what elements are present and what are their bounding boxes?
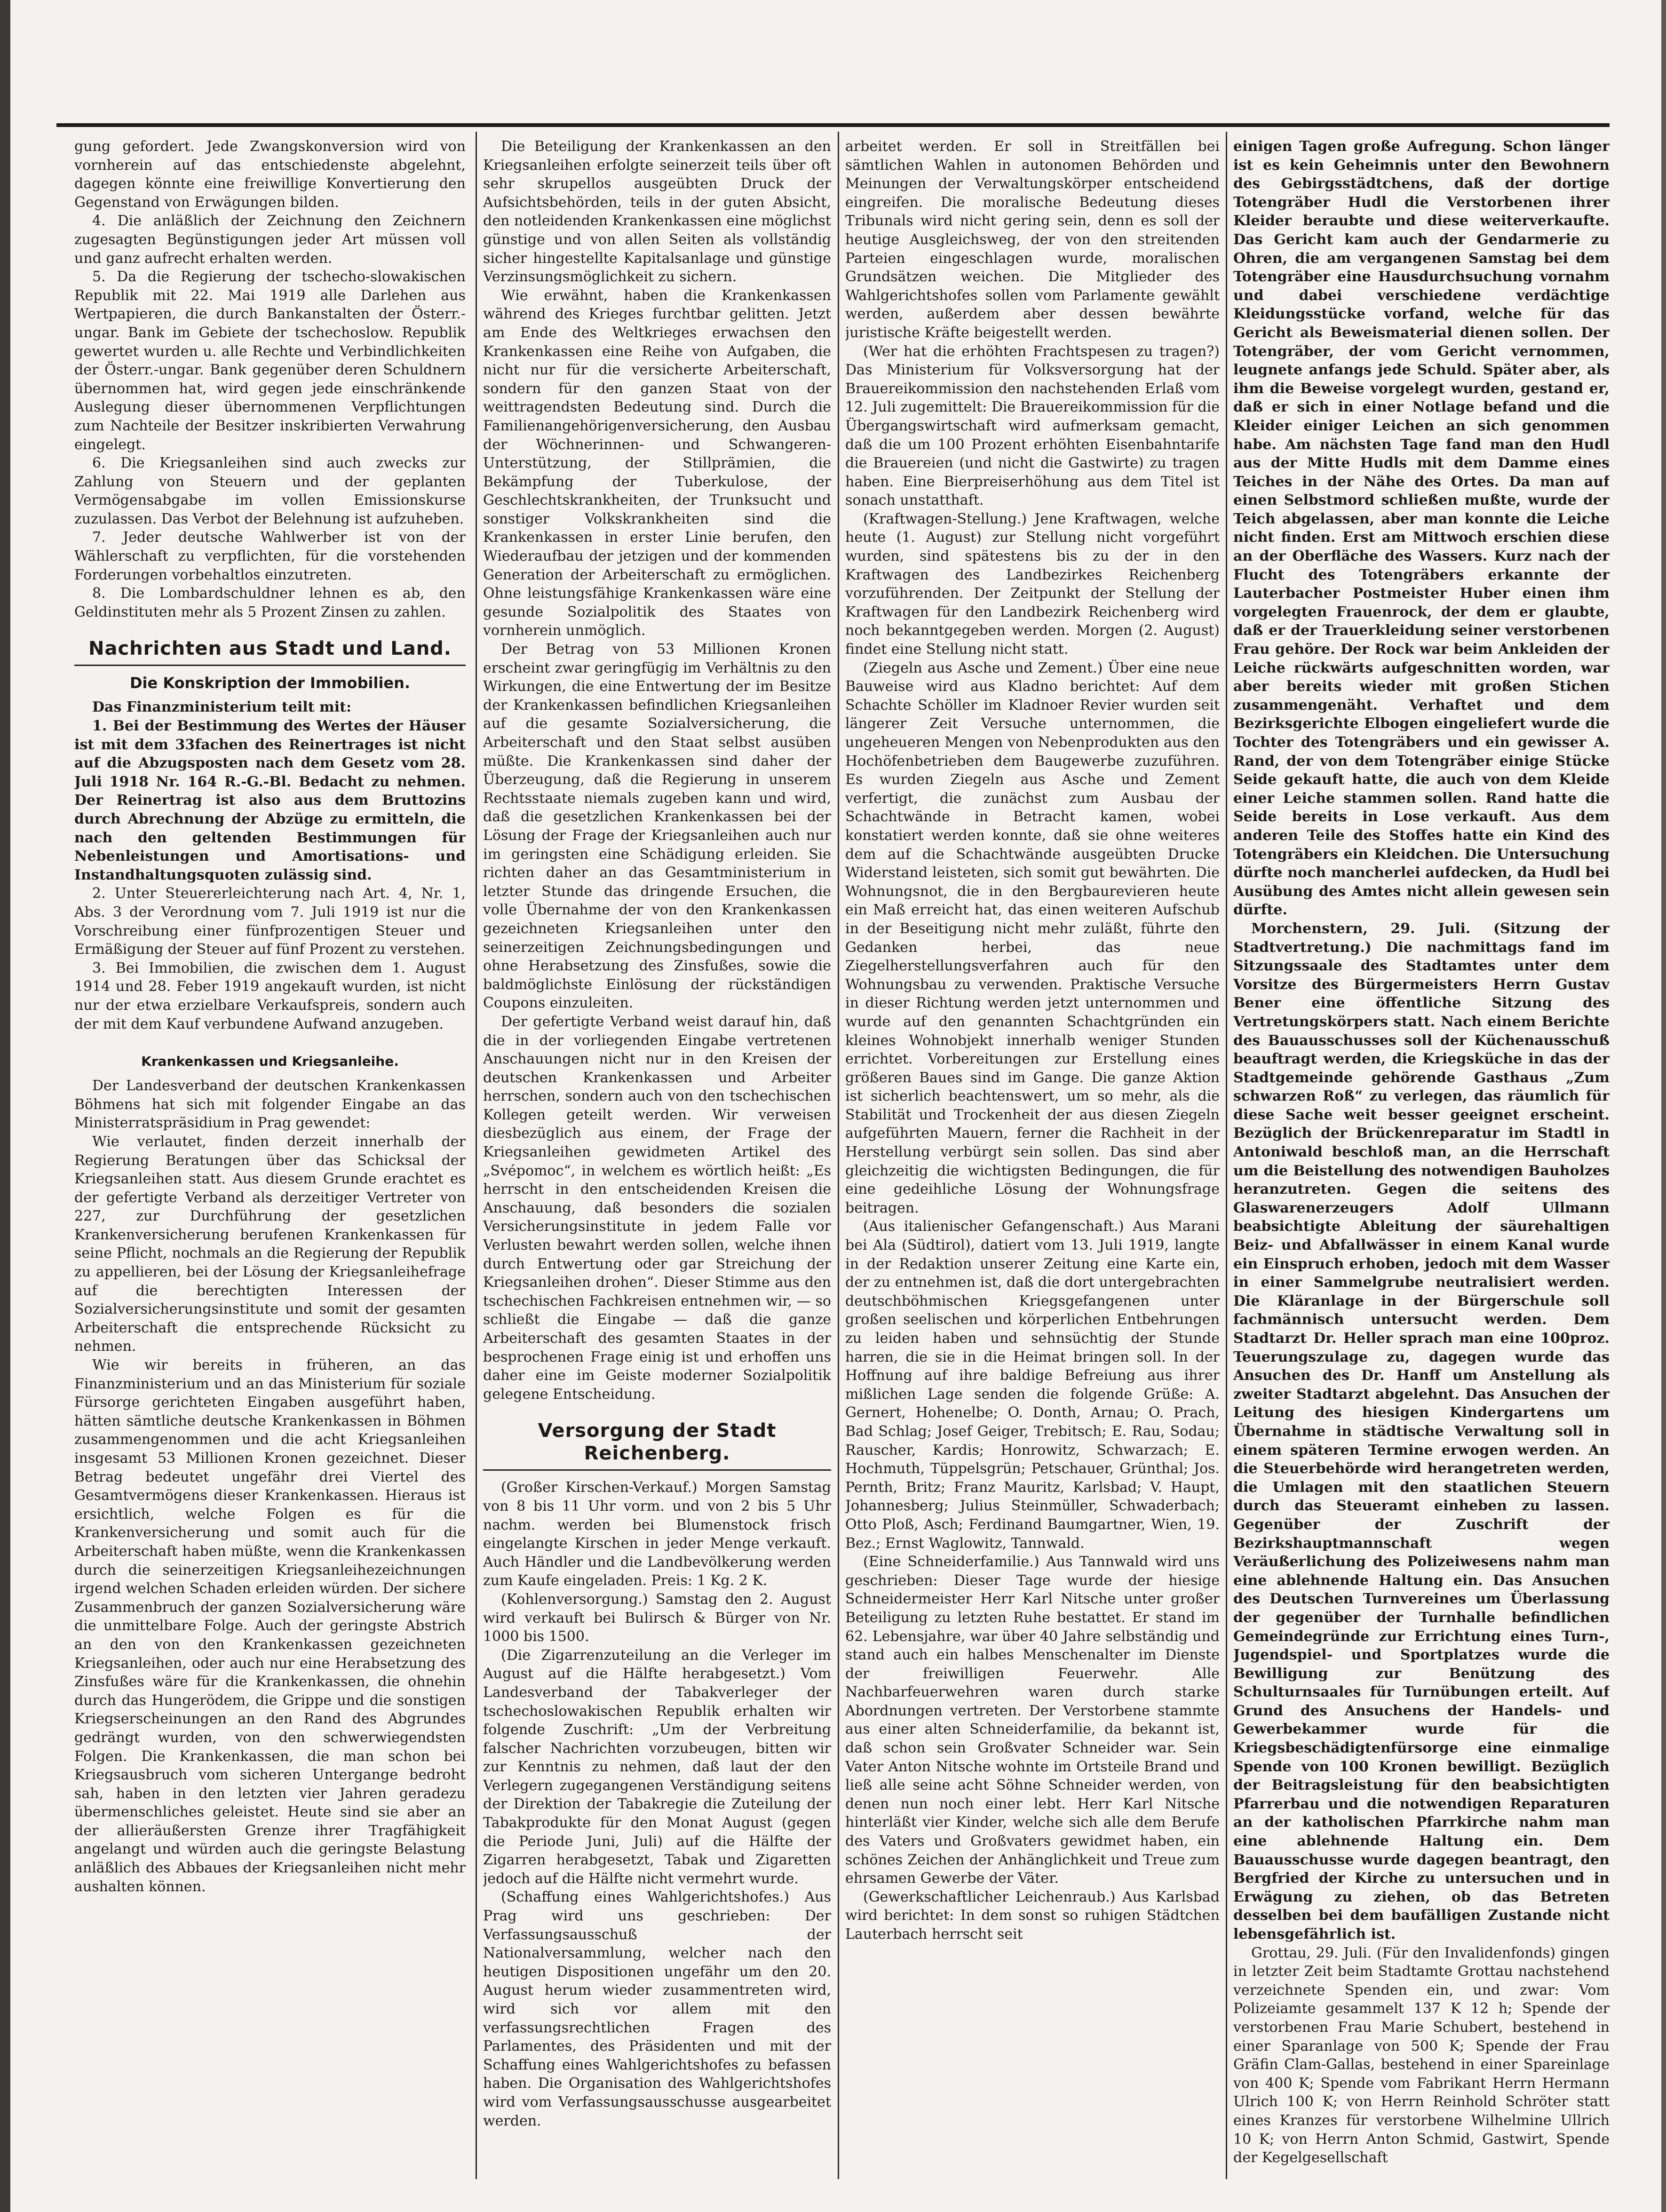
news-item: (Die Zigarrenzuteilung an die Verleger im August auf die Hälfte herabgesetzt.) Vom Landesverband der Tabakverleger der tschechoslowakischen Republik erhalten wir folgende Zuschrift: „Um der Verbreitung falscher Nachrichten vorzubeugen, bitten wir zur Kenntnis zu nehmen, daß laut der den Verlegern zugegangenen Verständigung seitens der Direktion der Tabakregie die Zuteilung der Tabakprodukte für den Monat August (gegen die Periode Juni, Juli) auf die Hälfte der Zigarren herabgesetzt, Tabak und Zigaretten jedoch auf die Hälfte nicht vermehrt wurde. [483,1647,831,1887]
news-item: (Gewerkschaftlicher Leichenraub.) Aus Karlsbad wird berichtet: In dem sonst so ruhigen Städtchen Lauterbach herrscht seit [845,1888,1220,1942]
column-divider [1226,132,1227,2179]
paragraph: Der Betrag von 53 Millionen Kronen erscheint zwar geringfügig im Verhältnis zu den Wirkungen, die eine Entwertung der im Besitze der Krankenkassen befindlichen Kriegsanleihen auf die gesamte Sozialversicherung, die Arbeiterschaft und den Staat selbst ausüben müßte. Die Krankenkassen sind daher der Überzeugung, daß die Regierung in unserem Rechtsstaate niemals zugeben kann und wird, daß die gesetzlichen Krankenkassen bei der Lösung der Frage der Kriegsanleihen auch nur im geringsten eine Schädigung erleiden. Sie richten daher an das Gesamtministerium in letzter Stunde das dringende Ersuchen, die volle Übernahme der von den Krankenkassen gezeichneten Kriegsanleihen unter den seinerzeitigen Zeichnungsbedingungen und ohne Herabsetzung des Zinsfußes, sowie die baldmöglichste Einlösung der rückständigen Coupons einzuleiten. [483,641,831,1012]
article-lead: Das Finanzministerium teilt mit: [92,699,352,716]
paragraph: 6. Die Kriegsanleihen sind auch zwecks zur Zahlung von Steuern und der geplanten Vermögensabgabe im vollen Emissionskurse zuzulassen. Das Verbot der Belehnung ist aufzuheben. [74,455,466,527]
paragraph: Wie wir bereits in früheren, an das Finanzministerium und an das Ministerium für soziale Fürsorge gerichteten Eingaben ausgeführt haben, hätten sämtliche deutsche Krankenkassen in Böhmen zusammengenommen und die acht Kriegsanleihen insgesamt 53 Millionen Kronen gezeichnet. Dieser Betrag bedeutet ungefähr drei Viertel des Gesamtvermögens dieser Krankenkassen. Hieraus ist ersichtlich, welche Folgen es für die Krankenversicherung und somit auch für die Arbeiterschaft haben müßte, wenn die Krankenkassen durch die seinerzeitigen Kriegsanleihezeichnungen irgend welchen Schaden erleiden würden. Der sichere Zusammenbruch der ganzen Sozialversicherung wäre die unmittelbare Folge. Auch der geringste Abstrich an den von den Krankenkassen gezeichneten Kriegsanleihen, oder auch nur eine Herabsetzung des Zinsfußes wäre für die Krankenkassen, die ohnehin durch das Hungerödem, die Grippe und die sonstigen Kriegserscheinungen an den Rand des Abgrundes gedrängt wurden, von den schwerwiegendsten Folgen. Die Krankenkassen, die man schon bei Kriegsausbruch vom sicheren Untergange bedroht sah, haben in den letzten vier Jahren geradezu übermenschliches geleistet. Heute sind sie aber an der allieräußersten Grenze ihrer Tragfähigkeit angelangt und würden auch die geringste Belastung anläßlich des Abbaues der Kriegsanleihen nicht mehr aushalten können. [74,1357,466,1895]
paragraph: 7. Jeder deutsche Wahlwerber ist von der Wählerschaft zu verpflichten, für die vorstehenden Forderungen vorbehaltlos einzutreten. [74,529,466,583]
scan-edge-right [1661,0,1666,2212]
article-title: Krankenkassen und Kriegsanleihe. [141,1054,399,1070]
paragraph: einigen Tagen große Aufregung. Schon länger ist es kein Geheimnis unter den Bewohnern des Gebirgsstädtchens, daß der dortige Totengräber Hudl die Verstorbenen ihrer Kleider beraubte und diese weiterverkaufte. Das Gericht kam auch der Gendarmerie zu Ohren, die am vergangenen Samstag bei dem Totengräber eine Hausdurchsuchung vornahm und dabei verschiedene verdächtige Kleidungsstücke vorfand, welche für das Gericht als Beweismaterial dienen sollen. Der Totengräber, der vom Gericht vernommen, leugnete anfangs jede Schuld. Später aber, als ihm die Beweise vorgelegt wurden, gestand er, daß er sich in einer Notlage befand und die Kleider einiger Leichen an sich genommen habe. Am nächsten Tage fand man den Hudl aus der Mitte Hudls mit dem Damme eines Teiches in der Nähe des Ortes. Da man auf einen Selbstmord schließen mußte, wurde der Teich abgelassen, aber man konnte die Leiche nicht finden. Erst am Mittwoch erschien diese an der Oberfläche des Wassers. Kurz nach der Flucht des Totengräbers erkannte der Lauterbacher Postmeister Huber einen ihm vorgelegten Frauenrock, der dem er glaubte, daß er der Trauerkleidung seiner verstorbenen Frau gehöre. Der Rock war beim Ankleiden der Leiche rückwärts aufgeschnitten worden, war aber bereits wieder mit großen Stichen zusammengenäht. Verhaftet und dem Bezirksgerichte Elbogen eingeliefert wurde die Tochter des Totengräbers und ein gewisser A. Rand, der von dem Totengräber einige Stücke Seide gekauft hatte, die auch von dem Kleide einer Leiche stammen sollen. Rand hatte die Seide bereits in Lose verkauft. Aus dem anderen Teile des Stoffes hatte ein Kind des Totengräbers ein Kleidchen. Die Untersuchung dürfte noch mancherlei aufdecken, da Hudl bei Ausübung des Amtes nicht allein gewesen sein dürfte. [1233,138,1610,919]
news-item: (Großer Kirschen-Verkauf.) Morgen Samstag von 8 bis 11 Uhr vorm. und von 2 bis 5 Uhr nachm. werden bei Blumenstock frisch eingelangte Kirschen in jeder Menge verkauft. Auch Händler und die Landbevölkerung werden zum Kaufe eingeladen. Preis: 1 Kg. 2 K. [483,1479,831,1589]
paragraph: 3. Bei Immobilien, die zwischen dem 1. August 1914 und 28. Feber 1919 angekauft wurden, ist nicht nur der etwa erzielbare Verkaufspreis, sondern auch der mit dem Kauf verbundene Aufwand anzugeben. [74,959,466,1032]
column-4 [1233,137,1610,2193]
column-2 [483,137,831,2193]
news-item: (Wer hat die erhöhten Frachtspesen zu tragen?) Das Ministerium für Volksversorgung hat der Brauereikommission den nachstehenden Erlaß vom 12. Juli zugemittelt: Die Brauereikommission für die Übergangswirtschaft wird aufmerksam gemacht, daß die um 100 Prozent erhöhten Eisenbahntarife die Brauereien (und nicht die Gastwirte) zu tragen haben. Eine Bierpreiserhöhung aus dem Titel ist sonach unstatthaft. [845,343,1220,509]
paragraph: gung gefordert. Jede Zwangskonversion wird von vornherein auf das entschiedenste abgelehnt, dagegen könnte eine freiwillige Konvertierung den Gegenstand von Erwägungen bilden. [74,138,466,211]
section-title: Nachrichten aus Stadt und Land. [74,637,466,666]
paragraph: 5. Da die Regierung der tschecho-slowakischen Republik mit 22. Mai 1919 alle Darlehen aus Wertpapieren, die durch Bankanstalten der Österr.-ungar. Bank im Gebiete der tschechoslow. Republik gewertet wurden u. alle Rechte und Verbindlichkeiten der Österr.-ungar. Bank gegenüber deren Schuldnern übernommen hat, wird gegen jede einschränkende Auslegung dieser übernommenen Verpflichtungen zum Nachteile der Besitzer inskribierten Verwahrung eingelegt. [74,269,466,453]
paragraph: 2. Unter Steuererleichterung nach Art. 4, Nr. 1, Abs. 3 der Verordnung vom 7. Juli 1919 ist nur die Vorschreibung einer fünfprozentigen Steuer und Ermäßigung der Steuer auf fünf Prozent zu verstehen. [74,885,466,958]
news-item: (Schaffung eines Wahlgerichtshofes.) Aus Prag wird uns geschrieben: Der Verfassungsausschuß der Nationalversammlung, welcher nach den heutigen Dispositionen ungefähr um den 20. August herum wieder zusammentreten wird, wird sich vor allem mit den verfassungsrechtlichen Fragen des Parlamentes, des Präsidenten und mit der Schaffung eines Wahlgerichtshofes zu befassen haben. Die Organisation des Wahlgerichtshofes wird vom Verfassungsausschusse ausgearbeitet werden. [483,1889,831,2129]
paragraph: Die Beteiligung der Krankenkassen an den Kriegsanleihen erfolgte seinerzeit teils über oft sehr skrupellos ausgeübten Druck der Aufsichtsbehörden, teils in der guten Absicht, den notleidenden Krankenkassen eine möglichst günstige und von allen Seiten als vollständig sicher hingestellte Kapitalsanlage und günstige Verzinsungsmöglichkeit zu sichern. [483,138,831,285]
section-title: Versorgung der Stadt Reichenberg. [483,1419,831,1471]
news-item: Grottau, 29. Juli. (Für den Invalidenfonds) gingen in letzter Zeit beim Stadtamte Grottau nachstehend verzeichnete Spenden ein, und zwar: Vom Polizeiamte gesammelt 137 K 12 h; Spende der verstorbenen Frau Marie Schubert, bestehend in einer Sparanlage von 500 K; Spende der Frau Gräfin Clam-Gallas, bestehend in einer Spareinlage von 400 K; Spende vom Fabrikant Herrn Hermann Ulrich 100 K; von Herrn Reinhold Schröter statt eines Kranzes für verstorbene Wilhelmine Ullrich 10 K; von Herrn Anton Schmid, Gastwirt, Spende der Kegelgesellschaft [1233,1944,1610,2166]
column-3 [845,137,1220,2193]
paragraph: arbeitet werden. Er soll in Streitfällen bei sämtlichen Wahlen in autonomen Behörden und Meinungen der Verwaltungskörper entscheidend eingreifen. Die moralische Bedeutung dieses Tribunals wird nicht gering sein, denn es soll der heutige Ausgleichsweg, der von den streitenden Parteien eingeschlagen wurde, moralischen Grundsätzen weichen. Die Mitglieder des Wahlgerichtshofes sollen vom Parlamente gewählt werden, außerdem aber dessen bewährte juristische Kräfte beigestellt werden. [845,138,1220,341]
news-item: (Kohlenversorgung.) Samstag den 2. August wird verkauft bei Bulirsch & Bürger von Nr. 1000 bis 1500. [483,1591,831,1645]
news-item: Morchenstern, 29. Juli. (Sitzung der Stadtvertretung.) Die nachmittags fand im Sitzungssaale des Stadtamtes unter dem Vorsitze des Bürgermeisters Herrn Gustav Bener eine öffentliche Sitzung des Vertretungskörpers statt. Nach einem Berichte des Bauausschusses soll der Küchenausschuß beauftragt werden, die Kriegsküche in das der Stadtgemeinde gehörende Gasthaus „Zum schwarzen Roß“ zu verlegen, das räumlich für diese Sache weit besser geeignet erscheint. Bezüglich der Brückenreparatur im Stadtl in Antoniwald beschloß man, an die Herrschaft um die Beistellung des notwendigen Bauholzes heranzutreten. Gegen die seitens des Glaswarenerzeugers Adolf Ullmann beabsichtigte Ableitung der säurehaltigen Beiz- und Abfallwässer in einem Kanal wurde ein Einspruch erhoben, jedoch mit dem Wasser in einer Sammelgrube neutralisiert werden. Die Kläranlage in der Bürgerschule soll fachmännisch untersucht werden. Dem Stadtarzt Dr. Heller sprach man eine 100proz. Teuerungszulage zu, dagegen wurde das Ansuchen des Dr. Hanff um Anstellung als zweiter Stadtarzt abgelehnt. Das Ansuchen der Leitung des hiesigen Kindergartens um Übernahme in städtische Verwaltung soll in einem späteren Termine erwogen werden. An die Steuerbehörde wird herangetreten werden, die Umlagen mit den staatlichen Steuern durch das Steueramt einheben zu lassen. Gegenüber der Zuschrift der Bezirkshauptmannschaft wegen Veräußerlichung des Polizeiwesens nahm man eine ablehnende Haltung ein. Das Ansuchen des Deutschen Turnvereines um Überlassung der gegenüber der Turnhalle befindlichen Gemeindegründe zur Errichtung eines Turn-, Jugendspiel- und Sportplatzes wurde die Bewilligung zur Benützung des Schulturnsaales für Turnübungen erteilt. Auf Grund des Ansuchens der Handels- und Gewerbekammer wurde für die Kriegsbeschädigtenfürsorge eine einmalige Spende von 100 Kronen bewilligt. Bezüglich der Beitragsleistung für den beabsichtigten Pfarrerbau und die notwendigen Reparaturen an der katholischen Pfarrkirche nahm man eine ablehnende Haltung ein. Dem Bauausschusse wurde dagegen beantragt, den Bergfried der Kirche zu untersuchen und in Erwägung zu ziehen, ob das Betreten desselben bei dem baufälligen Zustande nicht lebensgefährlich ist. [1233,920,1610,1942]
paragraph: Der Landesverband der deutschen Krankenkassen Böhmens hat sich mit folgender Eingabe an das Ministerratspräsidium in Prag gewendet: [74,1078,466,1132]
paragraph: Der gefertigte Verband weist darauf hin, daß die in der vorliegenden Eingabe vertretenen Anschauungen nicht nur in den Kreisen der deutschen Krankenkassen und Arbeiter herrschen, sondern auch von den tschechischen Kollegen geteilt werden. Wir verweisen diesbezüglich aus einem, der Frage der Kriegsanleihen gewidmeten Artikel des „Svépomoc“, in welchem es wörtlich heißt: „Es herrscht in den entscheidenden Kreisen die Anschauung, daß besonders die sozialen Versicherungsinstitute in jedem Falle vor Verlusten bewahrt werden sollen, welche ihnen durch Entwertung oder gar Streichung der Kriegsanleihen drohen“. Dieser Stimme aus den tschechischen Fachkreisen entnehmen wir, — so schließt die Eingabe — daß die ganze Arbeiterschaft des gesamten Staates in der besprochenen Frage einig ist und erhoffen uns daher eine im Geiste moderner Sozialpolitik gelegene Entscheidung. [483,1013,831,1403]
article-title: Die Konskription der Immobilien. [129,674,411,692]
news-item: (Ziegeln aus Asche und Zement.) Über eine neue Bauweise wird aus Kladno berichtet: Auf dem Schachte Schöller im Kladnoer Revier wurden seit längerer Zeit Versuche unternommen, die ungeheueren Mengen von Nebenprodukten aus den Hochöfenbetrieben dem Baugewerbe zuzuführen. Es wurden Ziegeln aus Asche und Zement verfertigt, die zunächst zum Ausbau der Schachtwände in Betracht kamen, wobei konstatiert werden konnte, daß sie ohne weiteres dem auf die Schachtwände ausgeübten Drucke Widerstand leisteten, sich somit gut bewährten. Die Wohnungsnot, die in den Bergbaurevieren heute ein Maß erreicht hat, das einen weiteren Aufschub in der Beseitigung nicht mehr zuläßt, führte den Gedanken herbei, das neue Ziegelherstellungsverfahren auch für den Wohnungsbau zu verwenden. Praktische Versuche in dieser Richtung werden jetzt unternommen und wurde auf den genannten Schachtgründen ein kleines Wohnobjekt innerhalb weniger Stunden errichtet. Vorbereitungen zur Erstellung eines größeren Baues sind im Gange. Die ganze Aktion ist sicherlich beachtenswert, um so mehr, als die Stabilität und Trockenheit der aus diesen Ziegeln aufgeführten Mauern, ferner die Rachheit in der Herstellung verbürgt sein sollen. Das sind aber gleichzeitig die wichtigsten Bedingungen, die für eine gedeihliche Lösung der Wohnungsfrage beitragen. [845,659,1220,1216]
paragraph: 1. Bei der Bestimmung des Wertes der Häuser ist mit dem 33fachen des Reinertrages ist nicht auf die Abzugsposten nach dem Gesetz vom 28. Juli 1918 Nr. 164 R.-G.-Bl. Bedacht zu nehmen. Der Reinertrag ist also aus dem Bruttozins durch Abrechnung der Abzüge zu ermitteln, die nach den geltenden Bestimmungen für Nebenleistungen und Amortisations- und Instandhaltungsquoten zulässig sind. [74,718,466,883]
paragraph: Wie verlautet, finden derzeit innerhalb der Regierung Beratungen über das Schicksal der Kriegsanleihen statt. Aus diesem Grunde erachtet es der gefertigte Verband als derzeitiger Vertreter von 227, zur Durchführung der gesetzlichen Krankenversicherung berufenen Krankenkassen für seine Pflicht, nochmals an die Regierung der Republik zu appellieren, bei der Lösung der Kriegsanleihefrage auf die berechtigten Interessen der Sozialversicherungsinstitute und somit der gesamten Arbeiterschaft die entsprechende Rücksicht zu nehmen. [74,1133,466,1355]
column-1 [74,137,466,2193]
paragraph: 8. Die Lombardschuldner lehnen es ab, den Geldinstituten mehr als 5 Prozent Zinsen zu zahlen. [74,585,466,620]
paragraph: 4. Die anläßlich der Zeichnung den Zeichnern zugesagten Begünstigungen jeder Art müssen voll und ganz aufrecht erhalten werden. [74,213,466,267]
top-rule [56,123,1610,127]
column-divider [838,132,839,2179]
scan-edge-left [0,0,10,2212]
paragraph: Wie erwähnt, haben die Krankenkassen während des Krieges furchtbar gelitten. Jetzt am Ende des Weltkrieges erwachsen den Krankenkassen eine Reihe von Aufgaben, die nicht nur für die versicherte Arbeiterschaft, sondern für den ganzen Staat von der weittragendsten Bedeutung sind. Durch die Familienangehörigenversicherung, den Ausbau der Wöchnerinnen- und Schwangeren-Unterstützung, der Stillprämien, die Bekämpfung der Tuberkulose, der Geschlechtskrankheiten, der Trunksucht und sonstiger Volkskrankheiten sind die Krankenkassen in erster Linie berufen, den Wiederaufbau der jetzigen und der kommenden Generation der Arbeiterschaft zu ermöglichen. Ohne leistungsfähige Krankenkassen wäre eine gesunde Sozialpolitik des Staates von vornherein unmöglich. [483,287,831,639]
news-item: (Eine Schneiderfamilie.) Aus Tannwald wird uns geschrieben: Dieser Tage wurde der hiesige Schneidermeister Herr Karl Nitsche unter großer Beteiligung zu letzten Ruhe bestattet. Er stand im 62. Lebensjahre, war über 40 Jahre selbständig und stand auch ein halbes Menschenalter im Dienste der freiwilligen Feuerwehr. Alle Nachbarfeuerwehren waren durch starke Abordnungen vertreten. Der Verstorbene stammte aus einer alten Schneiderfamilie, da bekannt ist, daß schon sein Großvater Schneider war. Sein Vater Anton Nitsche wohnte im Ortsteile Brand und ließ alle seine acht Söhne Schneider werden, von denen nun noch einer lebt. Herr Karl Nitsche hinterläßt vier Kinder, welche sich alle dem Berufe des Vaters und Großvaters gewidmet haben, ein schönes Zeichen der Anhänglichkeit und Treue zum ehrsamen Gewerbe der Väter. [845,1554,1220,1887]
news-item: (Aus italienischer Gefangenschaft.) Aus Marani bei Ala (Südtirol), datiert vom 13. Juli 1919, langte in der Redaktion unserer Zeitung eine Karte ein, der zu entnehmen ist, daß die dort untergebrachten deutschböhmischen Kriegsgefangenen unter großen seelischen und körperlichen Entbehrungen zu leiden haben und sehnsüchtig der Stunde harren, die sie in die Heimat bringen soll. In der Hoffnung auf ihre baldige Befreiung aus ihrer mißlichen Lage senden die folgende Grüße: A. Gernert, Hohenelbe; O. Donth, Arnau; O. Prach, Bad Schlag; Josef Geiger, Trebitsch; E. Rau, Sodau; Rauscher, Kardis; Honrowitz, Schwarzach; E. Hochmuth, Tüppelsgrün; Petschauer, Grünthal; Jos. Pernth, Britz; Franz Mauritz, Karlsbad; V. Haupt, Johannesberg; Julius Steinmüller, Schwaderbach; Otto Ploß, Asch; Ferdinand Baumgartner, Wien, 19. Bez.; Ernst Waglowitz, Tannwald. [845,1218,1220,1552]
news-item: (Kraftwagen-Stellung.) Jene Kraftwagen, welche heute (1. August) zur Stellung nicht vorgeführt wurden, sind spätestens bis zu der in den Kraftwagen des Landbezirkes Reichenberg vorzuführenden. Der Zeitpunkt der Stellung der Kraftwagen für den Landbezirk Reichenberg wird noch bekanntgegeben werden. Morgen (2. August) findet eine Stellung nicht statt. [845,510,1220,658]
column-divider [476,132,477,2179]
